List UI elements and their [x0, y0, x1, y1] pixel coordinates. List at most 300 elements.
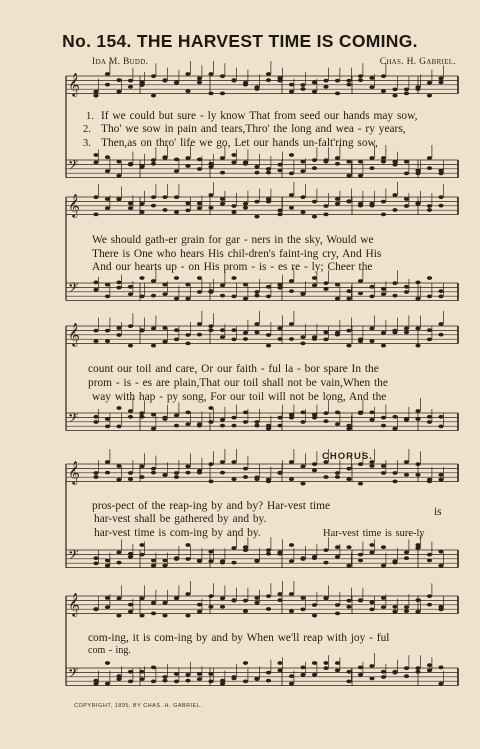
note-head	[381, 675, 386, 679]
note-head	[415, 417, 420, 421]
note-head	[243, 680, 248, 684]
note-head	[162, 292, 167, 296]
note-head	[392, 193, 397, 197]
note-head	[93, 94, 98, 98]
note-head	[105, 169, 110, 173]
composer-credit: Chas. H. Gabriel.	[379, 57, 456, 67]
note-head	[335, 79, 340, 83]
note-head	[300, 210, 305, 214]
note-head	[220, 424, 225, 428]
note-head	[128, 344, 133, 348]
note-head	[415, 610, 420, 614]
note-head	[369, 156, 374, 160]
lyric-line: pros-pect of the reap-ing by and by? Har-vest time	[92, 500, 331, 512]
note-head	[231, 153, 236, 157]
treble-clef-icon: 𝄞	[68, 322, 80, 346]
note-head	[185, 333, 190, 337]
note-head	[243, 609, 248, 613]
note-head	[254, 200, 259, 204]
note-head	[438, 77, 443, 81]
note-head	[174, 328, 179, 332]
note-head	[312, 603, 317, 607]
note-head	[93, 329, 98, 333]
note-head	[208, 594, 213, 598]
note-head	[116, 326, 121, 330]
note-head	[427, 166, 432, 170]
note-head	[404, 605, 409, 609]
note-head	[254, 601, 259, 605]
note-head	[105, 460, 110, 464]
note-head	[266, 72, 271, 76]
note-head	[427, 603, 432, 607]
note-head	[197, 276, 202, 280]
note-head	[323, 596, 328, 600]
note-head	[128, 471, 133, 475]
note-head	[93, 153, 98, 157]
note-head	[208, 72, 213, 76]
note-head	[415, 666, 420, 670]
note-head	[312, 158, 317, 162]
note-head	[254, 477, 259, 481]
note-head	[254, 424, 259, 428]
note-head	[289, 289, 294, 293]
treble-clef-icon: 𝄞	[68, 592, 80, 616]
note-head	[139, 543, 144, 547]
note-head	[105, 605, 110, 609]
note-head	[174, 672, 179, 676]
note-head	[381, 292, 386, 296]
note-head	[185, 614, 190, 618]
note-head	[185, 342, 190, 346]
note-head	[197, 322, 202, 326]
note-head	[404, 556, 409, 560]
note-head	[427, 204, 432, 208]
note-head	[358, 559, 363, 563]
note-head	[300, 335, 305, 339]
note-head	[231, 204, 236, 208]
note-head	[277, 209, 282, 213]
note-head	[266, 344, 271, 348]
note-head	[335, 92, 340, 96]
note-head	[105, 72, 110, 76]
note-head	[312, 614, 317, 618]
note-head	[323, 661, 328, 665]
note-head	[381, 416, 386, 420]
note-head	[93, 288, 98, 292]
note-head	[392, 331, 397, 335]
note-head	[128, 162, 133, 166]
note-head	[312, 276, 317, 280]
note-head	[197, 333, 202, 337]
note-head	[438, 295, 443, 299]
lyric-line: har-vest time is com-ing by and by.	[94, 527, 261, 539]
note-head	[185, 592, 190, 596]
note-head	[139, 295, 144, 299]
lyric-line: Tho' we sow in pain and tears,Thro' the long and wea - ry years,	[101, 123, 406, 135]
lyric-line: Har-vest time is sure-ly	[323, 528, 425, 539]
note-head	[277, 424, 282, 428]
note-head	[93, 90, 98, 94]
note-head	[243, 411, 248, 415]
note-head	[105, 83, 110, 87]
note-head	[151, 467, 156, 471]
note-head	[277, 552, 282, 556]
note-head	[289, 674, 294, 678]
note-head	[312, 284, 317, 288]
note-head	[392, 670, 397, 674]
note-head	[116, 160, 121, 164]
note-head	[346, 344, 351, 348]
note-head	[139, 677, 144, 681]
note-head	[404, 204, 409, 208]
note-head	[335, 471, 340, 475]
note-head	[128, 324, 133, 328]
note-head	[208, 550, 213, 554]
note-head	[231, 276, 236, 280]
note-head	[392, 208, 397, 212]
note-head	[289, 682, 294, 686]
note-head	[369, 85, 374, 89]
lyric-line: com-ing, it is com-ing by and by When we'll reap with joy - ful	[88, 632, 390, 644]
note-head	[116, 174, 121, 178]
note-head	[139, 411, 144, 415]
note-head	[151, 279, 156, 283]
note-head	[381, 605, 386, 609]
note-head	[266, 552, 271, 556]
note-head	[174, 680, 179, 684]
note-head	[128, 206, 133, 210]
note-head	[289, 413, 294, 417]
note-head	[415, 297, 420, 301]
note-head	[266, 285, 271, 289]
note-head	[323, 281, 328, 285]
note-head	[323, 79, 328, 83]
note-head	[346, 467, 351, 471]
note-head	[358, 411, 363, 415]
note-head	[438, 169, 443, 173]
lyric-line: prom - is - es are plain,That our toil shall not be vain,When the	[88, 377, 388, 389]
note-head	[289, 337, 294, 341]
note-head	[105, 283, 110, 287]
note-head	[105, 425, 110, 429]
note-head	[208, 605, 213, 609]
note-head	[277, 163, 282, 167]
note-head	[312, 166, 317, 170]
note-head	[289, 477, 294, 481]
note-head	[151, 427, 156, 431]
note-head	[415, 169, 420, 173]
note-head	[438, 289, 443, 293]
note-head	[197, 471, 202, 475]
note-head	[93, 339, 98, 343]
note-head	[277, 669, 282, 673]
note-head	[415, 344, 420, 348]
note-head	[162, 78, 167, 82]
note-head	[404, 290, 409, 294]
note-head	[335, 333, 340, 337]
note-head	[266, 679, 271, 683]
note-head	[392, 605, 397, 609]
lyric-line: way with hap - py song, For our toil will not be long, And the	[92, 391, 387, 403]
note-head	[289, 543, 294, 547]
note-head	[335, 297, 340, 301]
note-head	[231, 546, 236, 550]
note-head	[346, 477, 351, 481]
note-head	[323, 338, 328, 342]
note-head	[254, 677, 259, 681]
note-head	[346, 564, 351, 568]
note-head	[404, 674, 409, 678]
note-head	[392, 88, 397, 92]
note-head	[300, 87, 305, 91]
note-head	[105, 329, 110, 333]
note-head	[381, 160, 386, 164]
note-head	[185, 557, 190, 561]
note-head	[346, 289, 351, 293]
note-head	[404, 172, 409, 176]
note-head	[243, 202, 248, 206]
note-head	[116, 197, 121, 201]
note-head	[438, 473, 443, 477]
note-head	[266, 424, 271, 428]
note-head	[415, 473, 420, 477]
note-head	[197, 158, 202, 162]
note-head	[323, 213, 328, 217]
note-head	[392, 480, 397, 484]
note-head	[139, 415, 144, 419]
note-head	[208, 420, 213, 424]
note-head	[404, 417, 409, 421]
note-head	[415, 409, 420, 413]
note-head	[116, 561, 121, 565]
note-head	[289, 609, 294, 613]
note-head	[381, 74, 386, 78]
note-head	[358, 462, 363, 466]
note-head	[116, 597, 121, 601]
note-head	[208, 559, 213, 563]
note-head	[335, 197, 340, 201]
note-head	[335, 202, 340, 206]
note-head	[243, 83, 248, 87]
note-head	[116, 78, 121, 82]
note-head	[174, 169, 179, 173]
note-head	[174, 158, 179, 162]
note-head	[392, 415, 397, 419]
note-head	[208, 328, 213, 332]
note-head	[185, 202, 190, 206]
note-head	[208, 480, 213, 484]
note-head	[139, 465, 144, 469]
note-head	[312, 661, 317, 665]
hymn-title: No. 154. THE HARVEST TIME IS COMING.	[62, 31, 418, 51]
note-head	[369, 411, 374, 415]
note-head	[358, 666, 363, 670]
note-head	[358, 279, 363, 283]
note-head	[415, 327, 420, 331]
note-head	[427, 420, 432, 424]
note-head	[335, 156, 340, 160]
note-head	[404, 473, 409, 477]
note-head	[151, 327, 156, 331]
note-head	[197, 77, 202, 81]
lyric-line: har-vest shall be gathered by and by.	[94, 513, 267, 525]
note-head	[438, 666, 443, 670]
note-head	[105, 206, 110, 210]
note-head	[312, 81, 317, 85]
note-head	[358, 339, 363, 343]
note-head	[335, 162, 340, 166]
note-head	[174, 195, 179, 199]
note-head	[427, 208, 432, 212]
note-head	[116, 551, 121, 555]
note-head	[427, 415, 432, 419]
note-head	[438, 425, 443, 429]
note-head	[220, 156, 225, 160]
note-head	[427, 594, 432, 598]
note-head	[243, 599, 248, 603]
note-head	[220, 597, 225, 601]
note-head	[346, 605, 351, 609]
note-head	[231, 210, 236, 214]
note-head	[128, 415, 133, 419]
note-head	[243, 545, 248, 549]
note-head	[185, 297, 190, 301]
bass-clef-icon: 𝄢	[68, 547, 79, 566]
note-head	[277, 592, 282, 596]
note-head	[243, 661, 248, 665]
note-head	[197, 677, 202, 681]
note-head	[151, 94, 156, 98]
lyric-line: is	[434, 506, 442, 518]
note-head	[162, 564, 167, 568]
note-head	[93, 281, 98, 285]
bass-clef-icon: 𝄢	[68, 280, 79, 299]
note-head	[381, 200, 386, 204]
note-head	[266, 671, 271, 675]
note-head	[312, 200, 317, 204]
note-head	[358, 673, 363, 677]
note-head	[312, 90, 317, 94]
note-head	[335, 612, 340, 616]
note-head	[128, 477, 133, 481]
note-head	[231, 338, 236, 342]
note-head	[300, 292, 305, 296]
note-head	[289, 279, 294, 283]
chorus-label: CHORUS.	[322, 451, 373, 462]
note-head	[300, 83, 305, 87]
note-head	[346, 160, 351, 164]
note-head	[438, 415, 443, 419]
note-head	[243, 420, 248, 424]
note-head	[300, 596, 305, 600]
note-head	[151, 471, 156, 475]
note-head	[254, 559, 259, 563]
note-head	[197, 167, 202, 171]
note-head	[174, 81, 179, 85]
note-head	[369, 464, 374, 468]
note-head	[185, 283, 190, 287]
note-head	[346, 545, 351, 549]
lyric-line: count our toil and care, Or our faith - ful la - bor spare In the	[88, 363, 379, 375]
note-head	[392, 471, 397, 475]
note-head	[415, 281, 420, 285]
lyricist-credit: Ida M. Budd.	[92, 57, 149, 67]
note-head	[220, 74, 225, 78]
note-head	[93, 161, 98, 165]
note-head	[335, 661, 340, 665]
note-head	[162, 195, 167, 199]
note-head	[185, 411, 190, 415]
note-head	[289, 153, 294, 157]
note-head	[300, 673, 305, 677]
note-head	[197, 603, 202, 607]
note-head	[220, 460, 225, 464]
note-head	[105, 339, 110, 343]
note-head	[139, 670, 144, 674]
note-head	[335, 555, 340, 559]
note-head	[346, 79, 351, 83]
note-head	[312, 469, 317, 473]
note-head	[139, 328, 144, 332]
note-head	[254, 322, 259, 326]
note-head	[427, 559, 432, 563]
note-head	[427, 328, 432, 332]
note-head	[300, 666, 305, 670]
note-head	[208, 680, 213, 684]
treble-clef-icon: 𝄞	[68, 72, 80, 96]
note-head	[266, 607, 271, 611]
note-head	[369, 166, 374, 170]
note-head	[231, 561, 236, 565]
note-head	[346, 424, 351, 428]
note-head	[185, 543, 190, 547]
note-head	[381, 564, 386, 568]
note-head	[289, 592, 294, 596]
note-head	[116, 425, 121, 429]
note-head	[381, 331, 386, 335]
note-head	[139, 81, 144, 85]
lyric-line: com - ing.	[88, 645, 131, 656]
note-head	[323, 475, 328, 479]
note-head	[197, 202, 202, 206]
note-head	[162, 326, 167, 330]
note-head	[277, 213, 282, 217]
verse-number: 3.	[83, 138, 91, 149]
note-head	[116, 464, 121, 468]
note-head	[277, 327, 282, 331]
note-head	[93, 556, 98, 560]
note-head	[323, 411, 328, 415]
note-head	[427, 480, 432, 484]
note-head	[415, 462, 420, 466]
note-head	[323, 331, 328, 335]
note-head	[335, 669, 340, 673]
note-head	[404, 331, 409, 335]
bass-clef-icon: 𝄢	[68, 410, 79, 429]
note-head	[151, 294, 156, 298]
note-head	[415, 670, 420, 674]
note-head	[358, 482, 363, 486]
note-head	[277, 471, 282, 475]
note-head	[289, 83, 294, 87]
note-head	[93, 420, 98, 424]
note-head	[128, 409, 133, 413]
note-head	[139, 553, 144, 557]
note-head	[346, 329, 351, 333]
lyric-line: There is One who hears His chil-dren's faint-ing cry, And His	[92, 248, 382, 260]
note-head	[174, 338, 179, 342]
note-head	[415, 202, 420, 206]
